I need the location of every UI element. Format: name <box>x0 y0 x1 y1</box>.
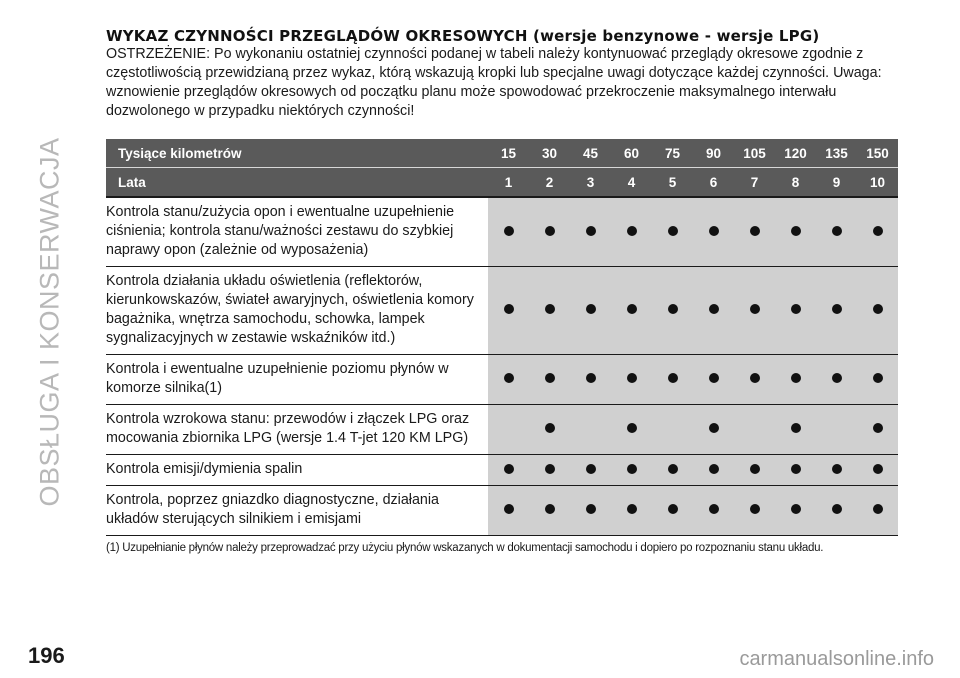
interval-cell <box>693 355 734 405</box>
filled-dot-icon <box>873 464 883 474</box>
interval-cell <box>857 267 898 355</box>
filled-dot-icon <box>627 504 637 514</box>
interval-cell <box>816 197 857 267</box>
interval-cell <box>611 267 652 355</box>
filled-dot-icon <box>504 504 514 514</box>
table-row <box>106 486 898 536</box>
filled-dot-icon <box>791 423 801 433</box>
filled-dot-icon <box>627 423 637 433</box>
header-kilometers-value: 45 <box>570 139 611 168</box>
interval-cell <box>857 355 898 405</box>
interval-cell <box>652 455 693 486</box>
interval-cell <box>570 455 611 486</box>
operation-description: Kontrola, poprzez gniazdko diagnostyczne, działania układów sterujących silnikiem i emisjami <box>106 486 488 536</box>
interval-cell <box>611 355 652 405</box>
filled-dot-icon <box>750 464 760 474</box>
header-years-value: 10 <box>857 168 898 198</box>
filled-dot-icon <box>504 373 514 383</box>
header-kilometers-value: 105 <box>734 139 775 168</box>
interval-cell <box>529 355 570 405</box>
interval-cell <box>570 355 611 405</box>
interval-cell <box>857 486 898 536</box>
filled-dot-icon <box>586 373 596 383</box>
interval-cell <box>734 267 775 355</box>
interval-cell <box>775 455 816 486</box>
interval-cell <box>775 197 816 267</box>
filled-dot-icon <box>709 423 719 433</box>
filled-dot-icon <box>545 504 555 514</box>
table-body <box>106 197 898 536</box>
interval-cell <box>857 405 898 455</box>
header-kilometers-value: 120 <box>775 139 816 168</box>
filled-dot-icon <box>750 504 760 514</box>
header-kilometers-label: Tysiące kilometrów <box>106 139 488 168</box>
interval-cell <box>816 355 857 405</box>
filled-dot-icon <box>750 226 760 236</box>
interval-cell <box>775 486 816 536</box>
interval-cell <box>652 405 693 455</box>
interval-cell <box>734 486 775 536</box>
filled-dot-icon <box>832 226 842 236</box>
header-kilometers-value: 60 <box>611 139 652 168</box>
header-years-label: Lata <box>106 168 488 198</box>
interval-cell <box>652 197 693 267</box>
header-years-value: 8 <box>775 168 816 198</box>
filled-dot-icon <box>668 504 678 514</box>
filled-dot-icon <box>832 504 842 514</box>
header-years-value: 5 <box>652 168 693 198</box>
filled-dot-icon <box>709 504 719 514</box>
filled-dot-icon <box>668 226 678 236</box>
filled-dot-icon <box>873 504 883 514</box>
filled-dot-icon <box>586 504 596 514</box>
filled-dot-icon <box>504 304 514 314</box>
filled-dot-icon <box>586 226 596 236</box>
interval-cell <box>816 405 857 455</box>
filled-dot-icon <box>791 226 801 236</box>
interval-cell <box>488 197 529 267</box>
filled-dot-icon <box>545 423 555 433</box>
filled-dot-icon <box>709 304 719 314</box>
interval-cell <box>734 197 775 267</box>
filled-dot-icon <box>668 464 678 474</box>
interval-cell <box>693 267 734 355</box>
filled-dot-icon <box>545 373 555 383</box>
interval-cell <box>775 267 816 355</box>
filled-dot-icon <box>709 464 719 474</box>
interval-cell <box>734 455 775 486</box>
interval-cell <box>488 267 529 355</box>
filled-dot-icon <box>627 304 637 314</box>
operation-description: Kontrola działania układu oświetlenia (reflektorów, kierunkowskazów, świateł awaryjnych, oświetlenia komory bagażnika, wnętrza samochodu, schowka, lampek sygnalizacyjnych w zestawie wskaźników itd.) <box>106 267 488 355</box>
section-side-title: OBSŁUGA I KONSERWACJA <box>34 137 65 507</box>
filled-dot-icon <box>668 304 678 314</box>
filled-dot-icon <box>791 304 801 314</box>
table-row <box>106 197 898 267</box>
filled-dot-icon <box>832 464 842 474</box>
interval-cell <box>529 455 570 486</box>
interval-cell <box>857 197 898 267</box>
interval-cell <box>611 405 652 455</box>
header-kilometers-value: 90 <box>693 139 734 168</box>
filled-dot-icon <box>791 464 801 474</box>
maintenance-schedule-table <box>106 139 898 536</box>
interval-cell <box>529 197 570 267</box>
header-row-years <box>106 168 898 198</box>
interval-cell <box>652 267 693 355</box>
interval-cell <box>652 355 693 405</box>
operation-description: Kontrola emisji/dymienia spalin <box>106 455 488 486</box>
interval-cell <box>816 486 857 536</box>
interval-cell <box>734 355 775 405</box>
filled-dot-icon <box>750 373 760 383</box>
interval-cell <box>529 486 570 536</box>
interval-cell <box>611 486 652 536</box>
page-number: 196 <box>28 643 65 668</box>
interval-cell <box>488 455 529 486</box>
filled-dot-icon <box>627 226 637 236</box>
filled-dot-icon <box>873 373 883 383</box>
header-years-value: 9 <box>816 168 857 198</box>
filled-dot-icon <box>504 464 514 474</box>
filled-dot-icon <box>545 226 555 236</box>
table-row <box>106 355 898 405</box>
filled-dot-icon <box>504 226 514 236</box>
interval-cell <box>570 267 611 355</box>
filled-dot-icon <box>832 373 842 383</box>
interval-cell <box>570 405 611 455</box>
operation-description: Kontrola i ewentualne uzupełnienie poziomu płynów w komorze silnika(1) <box>106 355 488 405</box>
interval-cell <box>570 486 611 536</box>
interval-cell <box>488 486 529 536</box>
interval-cell <box>529 267 570 355</box>
page-title: WYKAZ CZYNNOŚCI PRZEGLĄDÓW OKRESOWYCH (wersje benzynowe - wersje LPG) <box>106 27 820 45</box>
filled-dot-icon <box>668 373 678 383</box>
interval-cell <box>652 486 693 536</box>
header-years-value: 7 <box>734 168 775 198</box>
interval-cell <box>775 405 816 455</box>
interval-cell <box>611 197 652 267</box>
interval-cell <box>693 486 734 536</box>
operation-description: Kontrola stanu/zużycia opon i ewentualne uzupełnienie ciśnienia; kontrola stanu/ważności zestawu do szybkiej naprawy opon (zależnie od wyposażenia) <box>106 197 488 267</box>
header-row-kilometers <box>106 139 898 168</box>
watermark: carmanualsonline.info <box>739 648 934 670</box>
header-years-value: 6 <box>693 168 734 198</box>
header-kilometers-value: 15 <box>488 139 529 168</box>
interval-cell <box>570 197 611 267</box>
filled-dot-icon <box>586 464 596 474</box>
header-years-value: 3 <box>570 168 611 198</box>
header-kilometers-value: 30 <box>529 139 570 168</box>
interval-cell <box>529 405 570 455</box>
table-row <box>106 267 898 355</box>
footnote: (1) Uzupełnianie płynów należy przeprowadzać przy użyciu płynów wskazanych w dokumentacji samochodu i dopiero po rozpoznaniu stanu układu. <box>106 542 824 554</box>
interval-cell <box>693 455 734 486</box>
warning-paragraph: OSTRZEŻENIE: Po wykonaniu ostatniej czynności podanej w tabeli należy kontynuować przeglądy okresowe zgodnie z częstotliwością przewidzianą przez wykaz, którą wskazują kropki lub specjalne uwagi dotyczące każdej czynności. Uwaga: wznowienie przeglądów okresowych od początku planu może spowodować przekroczenie maksymalnego interwału dozwolonego w przypadku niektórych czynności! <box>106 46 882 119</box>
filled-dot-icon <box>586 304 596 314</box>
filled-dot-icon <box>873 226 883 236</box>
table-row <box>106 405 898 455</box>
filled-dot-icon <box>709 226 719 236</box>
filled-dot-icon <box>873 304 883 314</box>
operation-description: Kontrola wzrokowa stanu: przewodów i złączek LPG oraz mocowania zbiornika LPG (wersje 1.4 T-jet 120 KM LPG) <box>106 405 488 455</box>
filled-dot-icon <box>791 373 801 383</box>
header-kilometers-value: 150 <box>857 139 898 168</box>
interval-cell <box>693 197 734 267</box>
interval-cell <box>816 267 857 355</box>
filled-dot-icon <box>750 304 760 314</box>
header-years-value: 2 <box>529 168 570 198</box>
interval-cell <box>488 355 529 405</box>
filled-dot-icon <box>791 504 801 514</box>
filled-dot-icon <box>627 464 637 474</box>
filled-dot-icon <box>709 373 719 383</box>
interval-cell <box>816 455 857 486</box>
interval-cell <box>775 355 816 405</box>
header-kilometers-value: 75 <box>652 139 693 168</box>
interval-cell <box>857 455 898 486</box>
interval-cell <box>488 405 529 455</box>
filled-dot-icon <box>545 464 555 474</box>
header-years-value: 1 <box>488 168 529 198</box>
filled-dot-icon <box>545 304 555 314</box>
interval-cell <box>693 405 734 455</box>
interval-cell <box>734 405 775 455</box>
page-content <box>106 28 898 554</box>
header-years-value: 4 <box>611 168 652 198</box>
header-kilometers-value: 135 <box>816 139 857 168</box>
filled-dot-icon <box>873 423 883 433</box>
interval-cell <box>611 455 652 486</box>
filled-dot-icon <box>832 304 842 314</box>
table-row <box>106 455 898 486</box>
filled-dot-icon <box>627 373 637 383</box>
